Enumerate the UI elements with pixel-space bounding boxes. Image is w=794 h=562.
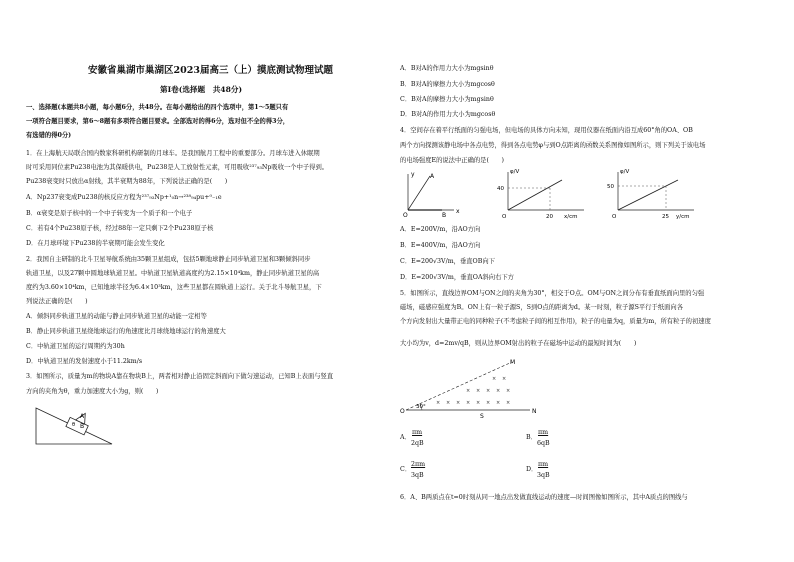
svg-text:O: O: [612, 214, 617, 220]
q3-line-2: 方向的夹角为θ，重力加速度大小为g，则( ): [26, 388, 159, 395]
q4-line-2: 两个方向探测该静电场中各点电势，得到各点电势φ与到O点距离的函数关系图像如图所示，则下列关于该电场: [400, 142, 706, 149]
q4-option-a: A．E=200V/m，沿AO方向: [400, 226, 481, 233]
svg-text:N: N: [532, 408, 537, 415]
q4-line-3: 的电场强度E的说法中正确的是( ): [400, 157, 504, 164]
q4-option-d: D．E=200√3V/m，垂直OA斜向右下方: [400, 274, 514, 281]
q5-line-4: 大小均为v，d=2mv/qB，则从边界OM射出的粒子在磁场中运动的最短时间为( ): [400, 340, 637, 347]
svg-text:×: ×: [446, 400, 451, 406]
q3-option-d: D．B对A的作用力大小为mgcosθ: [400, 111, 496, 118]
q3-option-c: C．B对A的摩擦力大小为mgsinθ: [400, 96, 494, 103]
q5-line-3: 个方向发射出大量带正电的同种粒子(不考虑粒子间的相互作用)，粒子的电量为q，质量为m，所有粒子的初速度: [400, 318, 711, 325]
q5-option-c-den: 3qB: [411, 472, 424, 479]
q5-option-d-den: 3qB: [537, 472, 550, 479]
svg-text:y/cm: y/cm: [676, 214, 690, 220]
q5-option-a-den: 2qB: [411, 440, 424, 447]
svg-text:×: ×: [476, 388, 481, 394]
q1-line-2: 时可采用同位素Pu238电池为其保暖供电，Pu238是人工放射性元素，可用吸收²³⁷₉₃Np吸收一个中子得到。: [26, 164, 329, 171]
svg-text:y: y: [411, 171, 415, 178]
q3-line-1: 3．如图所示，质量为m的物块A靠在物块B上，两者相对静止沿固定斜面向下做匀速运动，已知B上表面与竖直: [26, 373, 334, 380]
q5-option-a-label: A．: [400, 434, 411, 441]
q5-option-c-num: 2πm: [411, 461, 426, 468]
q5-option-b-den: 6qB: [537, 440, 550, 447]
svg-text:A: A: [430, 173, 435, 180]
svg-text:S: S: [480, 413, 484, 420]
svg-text:O: O: [502, 214, 507, 220]
svg-text:×: ×: [496, 388, 501, 394]
svg-text:B: B: [442, 212, 447, 219]
svg-text:O: O: [400, 408, 405, 415]
q1-line-3: Pu238衰变时只放出α射线，其半衰期为88年，下列说法正确的是( ): [26, 178, 228, 185]
q4-fig1-axes: [403, 171, 460, 219]
q5-field-figure: [400, 356, 560, 420]
q1-line-1: 1．在上海航天局联合国内数家科研机构研制的月球车。是我国航月工程中的重要部分。月球车进入休眠期: [26, 150, 320, 157]
svg-text:×: ×: [492, 376, 497, 382]
field-crosses: [436, 376, 510, 406]
q3-option-b: B．B对A的摩擦力大小为mgcosθ: [400, 81, 495, 88]
label-theta: θ: [72, 422, 76, 428]
section-heading: 第Ⅰ卷(选择题 共48分): [160, 85, 243, 94]
q2-option-c: C．中轨道卫星的运行周期约为30h: [26, 343, 125, 350]
q3-incline-figure: [34, 402, 120, 448]
svg-text:×: ×: [436, 400, 441, 406]
q5-line-1: 5．如图所示，直线边界OM与ON之间的夹角为30°，相交于O点。OM与ON之间分布有垂直纸面向里的匀强: [400, 290, 705, 297]
label-b: B: [80, 423, 85, 430]
svg-text:x/cm: x/cm: [564, 214, 578, 220]
svg-text:25: 25: [662, 214, 669, 220]
svg-text:×: ×: [486, 400, 491, 406]
q5-option-b-num: πm: [538, 429, 549, 436]
svg-text:×: ×: [496, 400, 501, 406]
svg-text:M: M: [510, 359, 516, 366]
q1-option-d: D．在月球环境下Pu238的半衰期可能会发生变化: [26, 240, 165, 247]
instructions-line-2: 一项符合题目要求，第6～8题有多项符合题目要求。全部选对的得6分，选对但不全的得3分，: [26, 118, 290, 125]
q1-option-b: B．α衰变是原子核中的一个中子转变为一个质子和一个电子: [26, 210, 193, 217]
q2-option-d: D．中轨道卫星的发射速度小于11.2km/s: [26, 358, 143, 365]
q2-line-2: 轨道卫星，以及27颗中圆地球轨道卫星。中轨道卫星轨道高度约为2.15×10⁴km，静止同步轨道卫星的高: [26, 270, 320, 277]
svg-text:×: ×: [506, 400, 511, 406]
svg-text:×: ×: [476, 400, 481, 406]
svg-text:30°: 30°: [416, 404, 426, 410]
svg-text:×: ×: [502, 376, 507, 382]
q5-line-2: 磁场，磁感应强度为B。ON上有一粒子源S，S到O点的距离为d。某一时刻，粒子源S平行于纸面向各: [400, 304, 684, 311]
q4-line-1: 4．空间存在着平行纸面的匀强电场，但电场的具体方向未知，现用仪器在纸面内沿互成60°角的OA、OB: [400, 127, 693, 134]
q2-line-1: 2．我国自主研制的北斗卫星导航系统由35颗卫星组成，包括5颗地球静止同步轨道卫星和3颗倾斜同步: [26, 256, 311, 263]
q4-figures: [402, 168, 772, 220]
q4-fig2-graph: [497, 169, 584, 220]
q1-option-c: C．若有4个Pu238原子核，经过88年一定只剩下2个Pu238原子核: [26, 225, 214, 232]
svg-text:50: 50: [607, 184, 614, 190]
q4-option-b: B．E=400V/m，沿AO方向: [400, 242, 481, 249]
q5-option-a-num: πm: [412, 429, 423, 436]
q3-option-a: A．B对A的作用力大小为mgsinθ: [400, 65, 494, 72]
q5-option-d-num: πm: [538, 461, 549, 468]
q1-option-a: A．Np237衰变成Pu238的核反应方程为²³⁷₉₃Np+¹₀n→²³⁸₉₄pu+⁰₋₁e: [26, 194, 222, 201]
label-a: A: [80, 413, 85, 420]
svg-text:φ/V: φ/V: [510, 169, 520, 175]
page-title: 安徽省巢湖市巢湖区2023届高三（上）摸底测试物理试题: [88, 65, 333, 76]
q4-option-c: C．E=200√3V/m，垂直OB向下: [400, 258, 495, 265]
q5-option-d-label: D．: [526, 466, 538, 473]
svg-text:×: ×: [466, 388, 471, 394]
svg-text:×: ×: [456, 400, 461, 406]
svg-text:×: ×: [466, 400, 471, 406]
q2-option-a: A．倾斜同步轨道卫星的动能与静止同步轨道卫星的动能一定相等: [26, 313, 207, 320]
q5-option-b-label: B．: [526, 434, 537, 441]
instructions-line-1: 一、选择题(本题共8小题，每小题6分，共48分。在每小题给出的四个选项中，第1～5题只有: [26, 104, 289, 111]
q4-fig3-graph: [607, 169, 694, 220]
svg-text:O: O: [403, 212, 408, 219]
instructions-line-3: 有选错的得0分): [26, 132, 72, 139]
svg-text:×: ×: [506, 388, 511, 394]
q2-line-3: 度约为3.60×10⁴km，已知地球半径为6.4×10³km，这些卫星都在圆轨道上运行。关于北斗导航卫星，下: [26, 284, 322, 291]
q5-option-c-label: C．: [400, 466, 412, 473]
q6-line-1: 6．A、B两质点在t=0时刻从同一地点出发做直线运动的速度—时间图像如图所示，其中A质点的图线与: [400, 494, 688, 501]
q2-option-b: B．静止同步轨道卫星绕地球运行的角速度比月球绕地球运行的角速度大: [26, 328, 226, 335]
svg-text:x: x: [456, 208, 460, 215]
svg-text:×: ×: [486, 388, 491, 394]
svg-text:20: 20: [546, 214, 553, 220]
q2-line-4: 列说法正确的是( ): [26, 298, 88, 305]
svg-text:40: 40: [497, 186, 504, 192]
svg-text:φ/V: φ/V: [620, 169, 630, 175]
